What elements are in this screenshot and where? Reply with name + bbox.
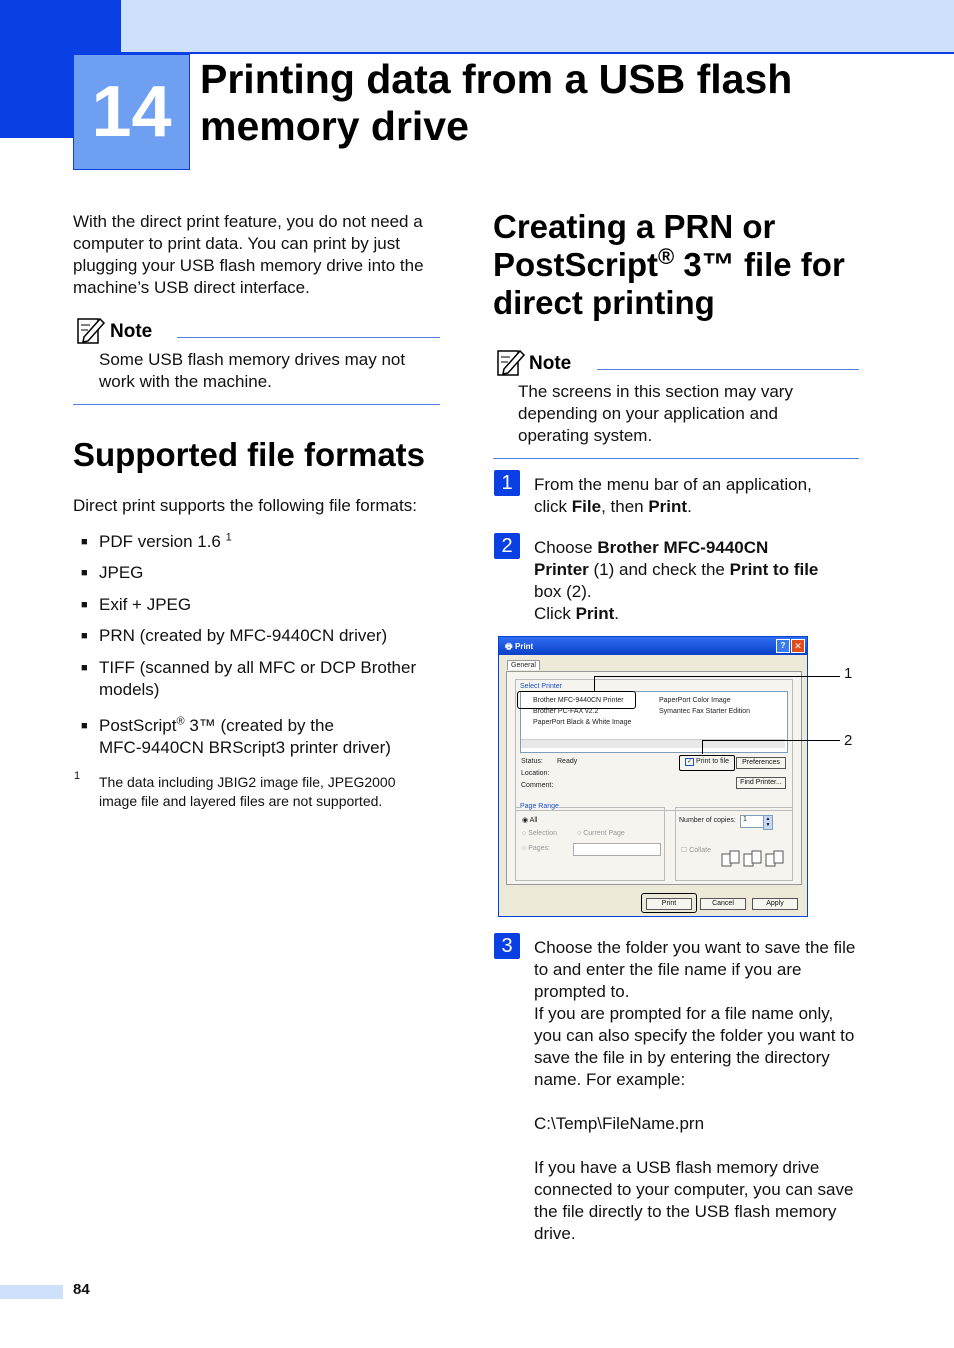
print-to-file-checkbox[interactable]: ✓ Print to file bbox=[687, 758, 730, 765]
format-item: PostScript® 3™ (created by the MFC-9440CN BRScript3 printer driver) bbox=[99, 715, 391, 757]
format-item: Exif + JPEG bbox=[99, 595, 192, 614]
printer-item[interactable]: PaperPort Black & White Image bbox=[533, 719, 632, 726]
collate-checkbox[interactable]: ☐ Collate bbox=[681, 847, 712, 854]
page-number: 84 bbox=[73, 1281, 90, 1298]
print-dialog bbox=[498, 636, 808, 917]
bullet-icon: ■ bbox=[81, 630, 88, 642]
step-number: 2 bbox=[494, 533, 520, 559]
note-rule-top bbox=[177, 337, 440, 338]
footer-bar bbox=[0, 1285, 63, 1299]
note-label: Note bbox=[529, 353, 572, 374]
location-label: Location: bbox=[521, 770, 550, 777]
pages-input[interactable] bbox=[573, 843, 661, 856]
range-all-radio[interactable]: ◉ All bbox=[522, 817, 538, 824]
callout-line-1 bbox=[594, 676, 840, 677]
callout-line-2 bbox=[702, 740, 840, 741]
bullet-icon: ■ bbox=[81, 567, 88, 579]
find-printer-button[interactable]: Find Printer... bbox=[736, 777, 786, 789]
example-path: C:\Temp\FileName.prn bbox=[534, 1114, 705, 1133]
format-item: JPEG bbox=[99, 563, 144, 582]
printer-item[interactable]: Symantec Fax Starter Edition bbox=[659, 708, 751, 715]
chapter-title bbox=[200, 56, 940, 150]
radio-selected-icon[interactable]: ◉ bbox=[522, 817, 529, 824]
header-band bbox=[120, 0, 954, 52]
checkbox-checked-icon[interactable]: ✓ bbox=[687, 759, 693, 765]
step-2-text: Choose Brother MFC-9440CN Printer (1) and check the Print to file box (2). Click Print. bbox=[534, 538, 819, 623]
printer-icon: 🖶 bbox=[505, 642, 513, 651]
status-value: Ready bbox=[557, 758, 578, 765]
tab-general[interactable]: General bbox=[507, 660, 540, 670]
print-button[interactable]: Print bbox=[646, 898, 692, 910]
apply-button[interactable]: Apply bbox=[752, 898, 798, 910]
preferences-button[interactable]: Preferences bbox=[736, 757, 786, 769]
note-text: Some USB flash memory drives may not work with the machine. bbox=[99, 350, 406, 391]
range-pages-radio[interactable]: ○ Pages: bbox=[522, 845, 550, 852]
step-1-text: From the menu bar of an application, click File, then Print. bbox=[534, 475, 812, 516]
collate-pages-icon bbox=[721, 849, 787, 869]
note-text: The screens in this section may vary depending on your application and operating system. bbox=[518, 382, 793, 445]
dialog-title: Print bbox=[515, 642, 534, 651]
section-title: Supported file formats bbox=[73, 436, 426, 473]
printer-item[interactable]: Brother PC-FAX v2.2 bbox=[533, 708, 599, 715]
copies-spinner-icon[interactable]: ▲ ▼ bbox=[763, 815, 773, 830]
intro-paragraph: With the direct print feature, you do not need a computer to print data. You can print by just plugging your USB flash memory drive into the machine’s USB direct interface. bbox=[73, 212, 424, 297]
footnote-mark: 1 bbox=[74, 770, 81, 782]
note-rule-bottom bbox=[73, 404, 440, 405]
step-number: 3 bbox=[494, 933, 520, 959]
bullet-icon: ■ bbox=[81, 599, 88, 611]
format-item: PRN (created by MFC-9440CN driver) bbox=[99, 626, 388, 645]
section-intro: Direct print supports the following file formats: bbox=[73, 496, 417, 515]
right-heading: Creating a PRN or PostScript® 3™ file for direct printing bbox=[493, 208, 845, 321]
note-rule-top bbox=[597, 369, 859, 370]
note-pencil-icon bbox=[496, 347, 526, 377]
note-rule-bottom bbox=[493, 458, 859, 459]
select-printer-label: Select Printer bbox=[520, 683, 563, 690]
chapter-title-line1: Printing data from a USB flash bbox=[200, 56, 793, 102]
chapter-number: 14 bbox=[73, 54, 190, 170]
callout-box-printer bbox=[517, 691, 636, 709]
callout-line-2-vertical bbox=[702, 740, 703, 754]
status-label: Status: bbox=[521, 758, 543, 765]
format-item: TIFF (scanned by all MFC or DCP Brother models) bbox=[99, 658, 417, 699]
chapter-title-line2: memory drive bbox=[200, 103, 469, 149]
copies-label: Number of copies: bbox=[679, 817, 736, 824]
range-current-page-radio[interactable]: ○ Current Page bbox=[577, 830, 625, 837]
header-rule bbox=[120, 52, 954, 54]
footnote-text: The data including JBIG2 image file, JPEG2000 image file and layered files are not supported. bbox=[99, 774, 396, 809]
range-selection-radio[interactable]: ○ Selection bbox=[522, 830, 557, 837]
callout-label-2: 2 bbox=[844, 732, 853, 749]
printer-item[interactable]: Brother MFC-9440CN Printer bbox=[533, 697, 624, 704]
step-3-text: Choose the folder you want to save the file to and enter the file name if you are prompted to. If you are prompted for a file name only, you can also specify the folder you want to save the file in by entering the directory name. For example: C:\Temp\FileName.prn If you have a USB flash memory drive connected to your computer, you can save the file directly to the USB flash memory drive. bbox=[534, 937, 862, 1245]
dialog-titlebar bbox=[499, 637, 807, 655]
help-icon[interactable]: ? bbox=[776, 639, 790, 653]
copies-input[interactable]: 1 bbox=[740, 815, 768, 828]
callout-line-1-vertical bbox=[594, 676, 595, 692]
close-icon[interactable]: ✕ bbox=[791, 639, 805, 653]
format-item: PDF version 1.6 $^1$ bbox=[99, 531, 232, 551]
bullet-icon: ■ bbox=[81, 536, 88, 548]
page-range-label: Page Range bbox=[520, 803, 559, 810]
printer-item[interactable]: PaperPort Color Image bbox=[659, 697, 731, 704]
bullet-icon: ■ bbox=[81, 662, 88, 674]
comment-label: Comment: bbox=[521, 782, 554, 789]
callout-label-1: 1 bbox=[844, 665, 853, 682]
note-pencil-icon bbox=[76, 315, 106, 345]
step-number: 1 bbox=[494, 470, 520, 496]
bullet-icon: ■ bbox=[81, 720, 88, 732]
note-label: Note bbox=[110, 321, 153, 342]
cancel-button[interactable]: Cancel bbox=[700, 898, 746, 910]
